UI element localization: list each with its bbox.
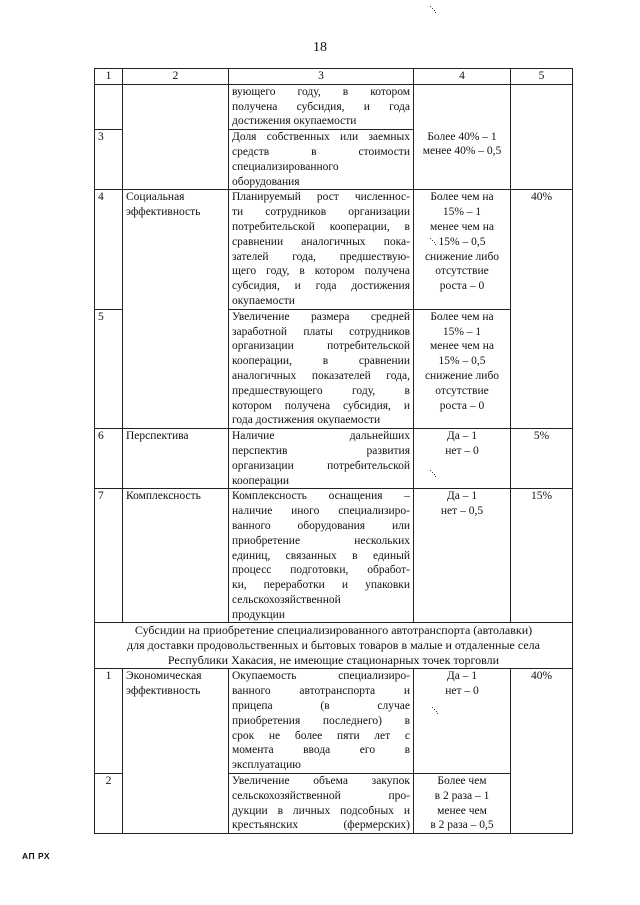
indicator-line: аналогичных показателей года, bbox=[232, 369, 410, 382]
header-col-2: 2 bbox=[123, 69, 229, 85]
row-number: 2 bbox=[95, 774, 123, 834]
score-line: роста – 0 bbox=[439, 399, 485, 412]
weight-cell: 15% bbox=[511, 489, 573, 623]
indicator-cell bbox=[229, 429, 414, 489]
table-row bbox=[95, 669, 573, 774]
row-number: 1 bbox=[95, 669, 123, 774]
header-col-1: 1 bbox=[95, 69, 123, 85]
indicator-line: процесс подготовки, обработ- bbox=[232, 564, 410, 577]
score-line: в 2 раза – 0,5 bbox=[430, 819, 494, 832]
criterion-cell bbox=[123, 429, 229, 489]
indicator-cell bbox=[229, 84, 414, 129]
score-cell bbox=[414, 669, 511, 774]
score-line: отсутствие bbox=[435, 384, 489, 397]
indicator-line: кооперации bbox=[232, 474, 290, 487]
criterion-line: эффективность bbox=[126, 206, 201, 219]
score-cell bbox=[414, 309, 511, 428]
indicator-line: ти сотрудников организации bbox=[232, 206, 410, 219]
indicator-line: Увеличение объема закупок bbox=[232, 775, 410, 788]
score-line: менее чем bbox=[437, 804, 487, 817]
indicator-line: сельскохозяйственной bbox=[232, 593, 341, 606]
row-number: 7 bbox=[95, 489, 123, 623]
indicator-line: сравнении аналогичных пока- bbox=[232, 235, 410, 248]
score-line: менее чем на bbox=[430, 340, 494, 353]
weight-cell bbox=[511, 130, 573, 190]
table-row bbox=[95, 190, 573, 309]
score-line: менее чем на bbox=[430, 220, 494, 233]
table-header-row bbox=[95, 69, 573, 85]
indicator-line: года достижения окупаемости bbox=[232, 414, 381, 427]
score-line: Да – 1 bbox=[446, 430, 478, 443]
score-line: нет – 0,5 bbox=[440, 505, 484, 518]
indicator-cell bbox=[229, 489, 414, 623]
criterion-cell bbox=[123, 489, 229, 623]
score-line: отсутствие bbox=[435, 265, 489, 278]
indicator-line: окупаемости bbox=[232, 294, 295, 307]
row-number: 3 bbox=[95, 130, 123, 190]
section-heading-line: Субсидии на приобретение специализированного автотранспорта (автолавки) bbox=[134, 623, 533, 638]
indicator-line: кооперации, в сравнении bbox=[232, 355, 410, 368]
score-cell bbox=[414, 489, 511, 623]
indicator-line: организации потребительской bbox=[232, 340, 410, 353]
page-number: 18 bbox=[313, 40, 327, 55]
score-line: Да – 1 bbox=[446, 670, 478, 683]
indicator-line: Окупаемость специализиро- bbox=[232, 670, 410, 683]
indicator-line: приобретения последнего) в bbox=[232, 714, 410, 727]
indicator-line: Планируемый рост численнос- bbox=[232, 191, 410, 204]
table-row bbox=[95, 489, 573, 623]
indicator-line: крестьянских (фермерских) bbox=[232, 819, 410, 832]
indicator-line: получена субсидия, и года bbox=[232, 100, 410, 113]
row-number: 5 bbox=[95, 309, 123, 428]
score-line: Более чем на bbox=[430, 191, 494, 204]
criterion-line: Комплексность bbox=[126, 490, 201, 503]
score-line: роста – 0 bbox=[439, 280, 485, 293]
indicator-line: вующего году, в котором bbox=[232, 85, 410, 98]
indicator-cell bbox=[229, 190, 414, 309]
header-col-5: 5 bbox=[511, 69, 573, 85]
weight-cell: 40% bbox=[511, 669, 573, 834]
score-line: 15% – 0,5 bbox=[438, 355, 486, 368]
indicator-line: эксплуатацию bbox=[232, 759, 301, 772]
indicator-line: срок не более пяти лет с bbox=[232, 729, 410, 742]
scan-artifact-mark bbox=[430, 6, 436, 13]
indicator-cell bbox=[229, 669, 414, 774]
indicator-line: организации потребительской bbox=[232, 459, 410, 472]
score-cell bbox=[414, 429, 511, 489]
indicator-line: ванного автотранспорта и bbox=[232, 685, 410, 698]
weight-cell: 5% bbox=[511, 429, 573, 489]
footer-code: АП РХ bbox=[22, 851, 51, 861]
criterion-line: Социальная bbox=[126, 191, 185, 204]
indicator-line: продукции bbox=[232, 608, 285, 621]
indicator-line: ванного оборудования или bbox=[232, 519, 410, 532]
indicator-line: средств в стоимости bbox=[232, 145, 410, 158]
weight-cell: 40% bbox=[511, 190, 573, 429]
indicator-cell bbox=[229, 309, 414, 428]
criterion-line: Перспектива bbox=[126, 430, 189, 443]
indicator-line: щего году, в котором получена bbox=[232, 265, 410, 278]
criterion-cell bbox=[123, 190, 229, 429]
indicator-line: сельскохозяйственной про- bbox=[232, 789, 410, 802]
indicator-line: Увеличение размера средней bbox=[232, 310, 410, 323]
score-line: в 2 раза – 1 bbox=[434, 789, 490, 802]
indicator-line: перспектив развития bbox=[232, 444, 410, 457]
indicator-line: предшествующего году, в bbox=[232, 384, 410, 397]
score-cell bbox=[414, 774, 511, 834]
criteria-table bbox=[94, 68, 573, 834]
score-line: 15% – 0,5 bbox=[438, 235, 486, 248]
indicator-line: момента ввода его в bbox=[232, 744, 410, 757]
score-line: снижение либо bbox=[424, 369, 500, 382]
criterion-cell bbox=[123, 84, 229, 129]
score-line: 15% – 1 bbox=[442, 206, 482, 219]
weight-cell bbox=[511, 84, 573, 129]
row-number bbox=[95, 84, 123, 129]
indicator-line: зателей года, предшествую- bbox=[232, 250, 410, 263]
indicator-line: котором получена субсидия, и bbox=[232, 399, 410, 412]
indicator-line: прицепа (в случае bbox=[232, 700, 410, 713]
row-number: 4 bbox=[95, 190, 123, 309]
table-row bbox=[95, 84, 573, 129]
header-col-3: 3 bbox=[229, 69, 414, 85]
indicator-line: приобретение нескольких bbox=[232, 534, 410, 547]
indicator-line: потребительской кооперации, в bbox=[232, 220, 410, 233]
score-line: Более 40% – 1 bbox=[427, 130, 497, 143]
indicator-line: специализированного bbox=[232, 160, 339, 173]
section-heading bbox=[95, 623, 573, 669]
indicator-cell bbox=[229, 130, 414, 190]
indicator-line: наличие иного специализиро- bbox=[232, 505, 410, 518]
indicator-line: оборудования bbox=[232, 175, 300, 188]
score-line: Да – 1 bbox=[446, 490, 478, 503]
criterion-line: Экономическая bbox=[126, 670, 202, 683]
score-cell bbox=[414, 130, 511, 190]
section-heading-row bbox=[95, 623, 573, 669]
indicator-line: ки, переработки и упаковки bbox=[232, 579, 410, 592]
header-col-4: 4 bbox=[414, 69, 511, 85]
section-heading-line: для доставки продовольственных и бытовых товаров в малые и отдаленные села bbox=[127, 638, 540, 653]
indicator-line: Доля собственных или заемных bbox=[232, 131, 410, 144]
indicator-cell bbox=[229, 774, 414, 834]
score-line: снижение либо bbox=[424, 250, 500, 263]
indicator-line: субсидия, и года достижения bbox=[232, 280, 410, 293]
score-cell bbox=[414, 84, 511, 129]
criterion-cell bbox=[123, 130, 229, 190]
score-line: менее 40% – 0,5 bbox=[422, 145, 502, 158]
indicator-line: дукции в личных подсобных и bbox=[232, 804, 410, 817]
score-line: нет – 0 bbox=[445, 444, 479, 457]
indicator-line: заработной платы сотрудников bbox=[232, 325, 410, 338]
criterion-cell bbox=[123, 669, 229, 834]
indicator-line: Наличие дальнейших bbox=[232, 430, 410, 443]
indicator-line: единиц, связанных в единый bbox=[232, 549, 410, 562]
score-line: Более чем bbox=[437, 775, 487, 788]
row-number: 6 bbox=[95, 429, 123, 489]
indicator-line: достижения окупаемости bbox=[232, 115, 357, 128]
table-row bbox=[95, 130, 573, 190]
criterion-line: эффективность bbox=[126, 685, 201, 698]
score-line: нет – 0 bbox=[445, 685, 479, 698]
section-heading-line: Республики Хакасия, не имеющие стационарных точек торговли bbox=[167, 653, 500, 668]
score-cell bbox=[414, 190, 511, 309]
score-line: Более чем на bbox=[430, 310, 494, 323]
table-row bbox=[95, 429, 573, 489]
score-line: 15% – 1 bbox=[442, 325, 482, 338]
indicator-line: Комплексность оснащения – bbox=[232, 490, 410, 503]
